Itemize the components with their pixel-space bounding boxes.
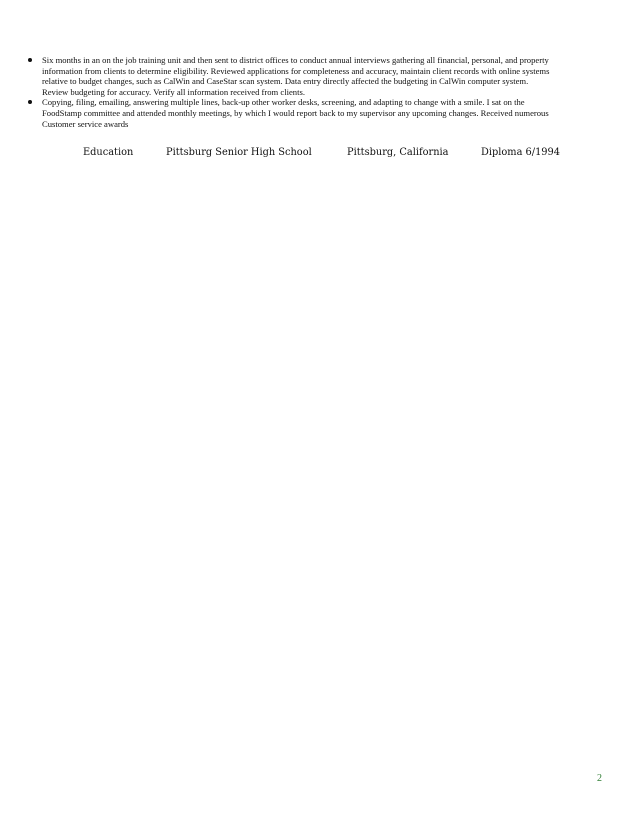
- experience-bullet-text: Six months in an on the job training unit and then sent to district offices to conduct annual interviews gathering all financial, personal, and property information from clients to determine eligibility. Reviewed applications for completeness and accuracy, maintain client records with online systems relative to budget changes, such as CalWin and CaseStar scan system. Data entry directly affected the budgeting in CalWin computer system. Review budgeting for accuracy. Verify all information received from clients.: [42, 55, 550, 97]
- education-row: [0, 147, 638, 161]
- education-diploma: Diploma 6/1994: [481, 147, 561, 158]
- experience-bullet-list: [28, 55, 606, 129]
- bullet-dot-icon: [28, 100, 32, 104]
- education-label: Education: [83, 147, 134, 158]
- bullet-dot-icon: [28, 58, 32, 62]
- experience-bullet: [28, 97, 606, 129]
- education-school: Pittsburg Senior High School: [166, 147, 312, 158]
- experience-bullet-text: Copying, filing, emailing, answering multiple lines, back-up other worker desks, screening, and adapting to change with a smile. I sat on the FoodStamp committee and attended monthly meetings, by which I would report back to my supervisor any upcoming changes. Received numerous Customer service awards: [42, 97, 549, 129]
- experience-bullet: [28, 55, 606, 97]
- page-number: 2: [597, 773, 602, 784]
- education-location: Pittsburg, California: [347, 147, 449, 158]
